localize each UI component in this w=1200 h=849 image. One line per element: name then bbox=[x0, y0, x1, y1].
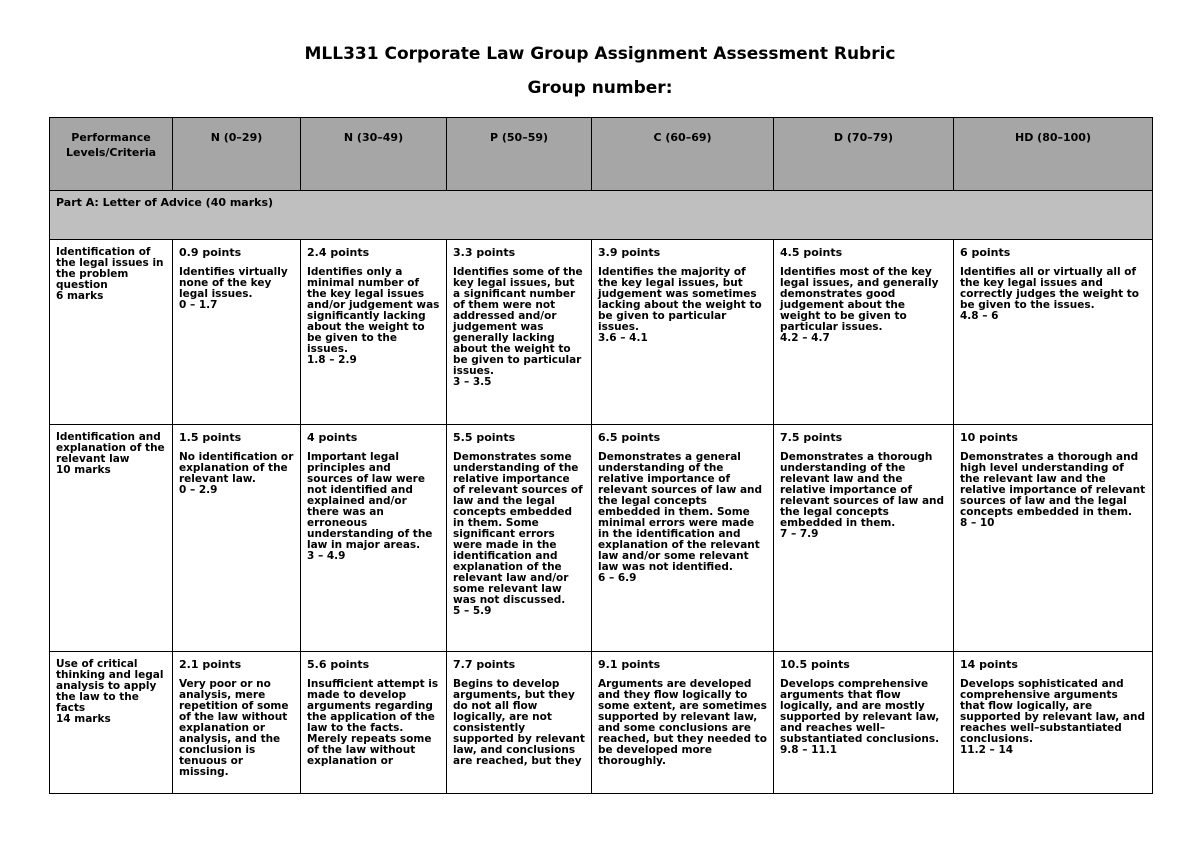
points-label: 4.5 points bbox=[780, 246, 843, 259]
cell-description: Insufficient attempt is made to develop arguments regarding the application of the law to the facts. Merely repeats some of the law without explanation or bbox=[307, 678, 439, 767]
rubric-cell bbox=[774, 652, 954, 794]
rubric-cell bbox=[774, 425, 954, 652]
score-range: 0 – 1.7 bbox=[179, 299, 218, 311]
points-label: 9.1 points bbox=[598, 658, 661, 671]
cell-description: Identifies all or virtually all of the key legal issues and correctly judges the weight to be given to the issues. bbox=[960, 266, 1139, 311]
cell-description: Demonstrates a general understanding of the relative importance of relevant sources of law and the legal concepts embedded in them. Some minimal errors were made in the identification and explanation of the relevant law and/or some relevant law was not identified. bbox=[598, 451, 763, 573]
cell-description: Identifies most of the key legal issues, and generally demonstrates good judgement about the weight to be given to particular issues. bbox=[780, 266, 939, 333]
table-row bbox=[50, 240, 1153, 425]
column-header: C (60–69) bbox=[592, 118, 774, 191]
cell-description: Demonstrates a thorough understanding of the relevant law and the relative importance of relevant sources of law and the legal concepts embedded in them. bbox=[780, 451, 945, 529]
rubric-cell bbox=[301, 652, 447, 794]
points-label: 3.9 points bbox=[598, 246, 661, 259]
points-label: 4 points bbox=[307, 431, 358, 444]
points-label: 6.5 points bbox=[598, 431, 661, 444]
cell-description: Very poor or no analysis, mere repetition of some of the law without explanation or analysis, and the conclusion is tenuous or missing. bbox=[179, 678, 289, 778]
document-title: MLL331 Corporate Law Group Assignment Assessment Rubric bbox=[304, 44, 896, 64]
points-label: 7.7 points bbox=[453, 658, 516, 671]
section-row bbox=[50, 191, 1153, 240]
rubric-cell bbox=[592, 425, 774, 652]
rubric-cell bbox=[447, 425, 592, 652]
column-header: P (50–59) bbox=[447, 118, 592, 191]
cell-description: Develops comprehensive arguments that flow logically, and are mostly supported by relevant law, and reaches well–substantiated conclusions. bbox=[780, 678, 940, 745]
table-row bbox=[50, 425, 1153, 652]
criterion-marks: 6 marks bbox=[56, 290, 104, 302]
cell-description: Identifies virtually none of the key legal issues. bbox=[179, 266, 288, 300]
criterion-name: Identification of the legal issues in the problem question bbox=[56, 246, 164, 291]
rubric-cell bbox=[173, 425, 301, 652]
rubric-cell bbox=[592, 652, 774, 794]
column-header: N (30–49) bbox=[301, 118, 447, 191]
rubric-cell bbox=[774, 240, 954, 425]
points-label: 0.9 points bbox=[179, 246, 242, 259]
points-label: 5.6 points bbox=[307, 658, 370, 671]
points-label: 10 points bbox=[960, 431, 1018, 444]
section-title: Part A: Letter of Advice (40 marks) bbox=[50, 191, 1153, 240]
score-range: 3.6 – 4.1 bbox=[598, 332, 648, 344]
criterion-cell bbox=[50, 652, 173, 794]
table-row bbox=[50, 652, 1153, 794]
points-label: 7.5 points bbox=[780, 431, 843, 444]
column-header: D (70–79) bbox=[774, 118, 954, 191]
score-range: 1.8 – 2.9 bbox=[307, 354, 357, 366]
cell-description: Demonstrates a thorough and high level understanding of the relevant law and the relative importance of relevant sources of law and the legal concepts embedded in them. bbox=[960, 451, 1146, 518]
points-label: 6 points bbox=[960, 246, 1011, 259]
cell-description: Develops sophisticated and comprehensive arguments that flow logically, are supported by relevant law, and reaches well–substantiated conclusions. bbox=[960, 678, 1146, 745]
points-label: 10.5 points bbox=[780, 658, 850, 671]
score-range: 6 – 6.9 bbox=[598, 572, 637, 584]
points-label: 2.4 points bbox=[307, 246, 370, 259]
points-label: 2.1 points bbox=[179, 658, 242, 671]
points-label: 3.3 points bbox=[453, 246, 516, 259]
rubric-cell bbox=[954, 425, 1153, 652]
criterion-marks: 14 marks bbox=[56, 713, 111, 725]
cell-description: Identifies only a minimal number of the key legal issues and/or judgement was significantly lacking about the weight to be given to the issues. bbox=[307, 266, 440, 355]
group-number-label: Group number: bbox=[527, 78, 673, 98]
cell-description: Identifies some of the key legal issues, but a significant number of them were not addressed and/or judgement was generally lacking about the weight to be given to particular issues. bbox=[453, 266, 583, 377]
points-label: 14 points bbox=[960, 658, 1018, 671]
rubric-cell bbox=[954, 652, 1153, 794]
rubric-cell bbox=[301, 240, 447, 425]
score-range: 9.8 – 11.1 bbox=[780, 744, 838, 756]
column-header: N (0–29) bbox=[173, 118, 301, 191]
cell-description: Demonstrates some understanding of the relative importance of relevant sources of law and the legal concepts embedded in them. Some significant errors were made in the identification and explanation of the relevant law and/or some relevant law was not discussed. bbox=[453, 451, 583, 606]
cell-description: Important legal principles and sources of law were not identified and explained and/or there was an erroneous understanding of the law in major areas. bbox=[307, 451, 433, 551]
criterion-marks: 10 marks bbox=[56, 464, 111, 476]
cell-description: Identifies the majority of the key legal issues, but judgement was sometimes lacking about the weight to be given to particular issues. bbox=[598, 266, 762, 333]
score-range: 5 – 5.9 bbox=[453, 605, 492, 617]
criterion-name: Identification and explanation of the relevant law bbox=[56, 431, 165, 465]
score-range: 4.8 – 6 bbox=[960, 310, 999, 322]
points-label: 1.5 points bbox=[179, 431, 242, 444]
rubric-cell bbox=[447, 652, 592, 794]
score-range: 3 – 4.9 bbox=[307, 550, 346, 562]
score-range: 8 – 10 bbox=[960, 517, 995, 529]
cell-description: Arguments are developed and they flow logically to some extent, are sometimes supported by relevant law, and some conclusions are reached, but they needed to be developed more thoroughly. bbox=[598, 678, 767, 767]
criterion-cell bbox=[50, 425, 173, 652]
score-range: 11.2 – 14 bbox=[960, 744, 1014, 756]
cell-description: Begins to develop arguments, but they do not all flow logically, are not consistently supported by relevant law, and conclusions are reached, but they bbox=[453, 678, 585, 767]
rubric-cell bbox=[173, 240, 301, 425]
score-range: 0 – 2.9 bbox=[179, 484, 218, 496]
rubric-cell bbox=[173, 652, 301, 794]
column-header: HD (80–100) bbox=[954, 118, 1153, 191]
rubric-cell bbox=[592, 240, 774, 425]
assessment-rubric-table bbox=[49, 117, 1153, 794]
rubric-cell bbox=[301, 425, 447, 652]
rubric-cell bbox=[447, 240, 592, 425]
score-range: 3 – 3.5 bbox=[453, 376, 492, 388]
criterion-cell bbox=[50, 240, 173, 425]
column-header: Performance Levels/Criteria bbox=[50, 118, 173, 191]
criterion-name: Use of critical thinking and legal analysis to apply the law to the facts bbox=[56, 658, 164, 714]
score-range: 4.2 – 4.7 bbox=[780, 332, 830, 344]
score-range: 7 – 7.9 bbox=[780, 528, 819, 540]
table-header-row bbox=[50, 118, 1153, 191]
rubric-cell bbox=[954, 240, 1153, 425]
points-label: 5.5 points bbox=[453, 431, 516, 444]
cell-description: No identification or explanation of the relevant law. bbox=[179, 451, 294, 485]
